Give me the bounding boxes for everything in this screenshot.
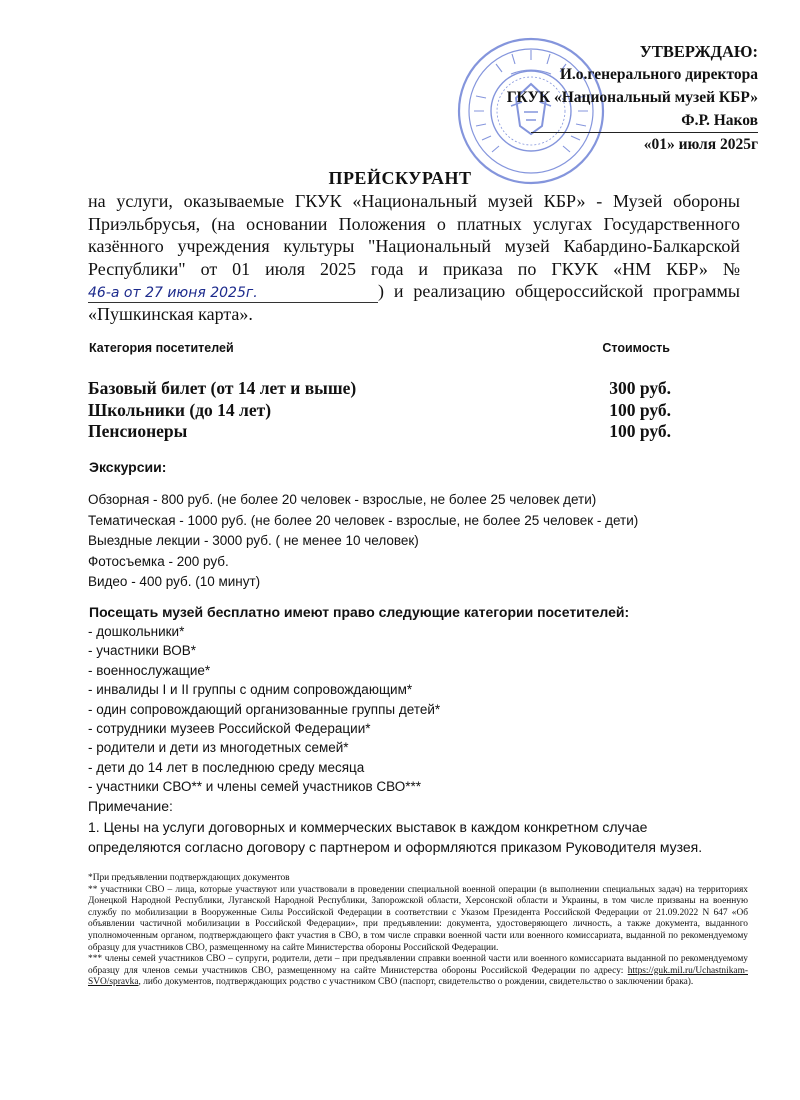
free-entry-list (88, 622, 440, 797)
footnote-1: *При предъявлении подтверждающих документов (88, 873, 290, 883)
price-row: Школьники (до 14 лет) 100 руб. (88, 399, 671, 420)
price-row: Базовый билет (от 14 лет и выше) 300 руб. (88, 378, 671, 398)
list-item: - участники ВОВ* (88, 643, 196, 659)
cost-column-header: Стоимость (602, 341, 670, 355)
list-item: - военнослужащие* (88, 662, 211, 678)
approval-date: «01» июля 2025г (643, 136, 758, 153)
price-list (88, 378, 671, 443)
free-entry-heading: Посещать музей бесплатно имеют право следующие категории посетителей: (89, 604, 630, 620)
list-item: - дошкольники* (88, 624, 185, 639)
list-item: Выездные лекции - 3000 руб. ( не менее 10 человек) (88, 533, 419, 548)
category-column-header: Категория посетителей (89, 341, 234, 355)
approval-position: И.о.генерального директора (559, 66, 758, 83)
note-text: 1. Цены на услуги договорных и коммерческих выставок в каждом конкретном случае определяются согласно договору с партнером и оформляются приказом Руководителя музея. (88, 819, 703, 855)
list-item: - сотрудники музеев Российской Федерации* (88, 721, 371, 737)
approval-title: УТВЕРЖДАЮ: (639, 42, 758, 61)
list-item: Фотосъемка - 200 руб. (88, 553, 229, 569)
price-row: Пенсионеры 100 руб. (88, 421, 671, 441)
list-item: - родители и дети из многодетных семей* (88, 740, 349, 756)
document-title: ПРЕЙСКУРАНТ (328, 168, 472, 188)
footnotes (88, 873, 748, 989)
list-item: - участники СВО** и члены семей участников СВО*** (88, 779, 421, 795)
excursions-list (88, 490, 638, 593)
excursions-heading: Экскурсии: (89, 459, 167, 475)
approval-signer: Ф.Р. Наков (531, 109, 758, 133)
spravka-link[interactable]: https://guk.mil.ru/Uchastnikam-SVO/spravka (88, 965, 748, 988)
footnote-2: ** участники СВО – лица, которые участвуют или участвовали в проведении специальной военной операции (в выполнении специальных задач) на территориях Донецкой Народной Республики, Луганской Народной Республики, Запорожской области, Херсонской области и Украины, в том числе призваны на военную службу по мобилизации в Вооруженные Силы Российской Федерации в соответствии с Указом Президента Российской Федерации от 21.09.2022 N 647 «Об объявлении частичной мобилизации в Российской Федерации», при предъявлении: документа, удостоверяющего личность, а также документа, выданного уполномоченным органом, подтверждающего факт участия в СВО, в том числе справки военной части или военного комиссариата, выданной по рекомендуемому образцу для участников СВО, размещенному на сайте Министерства обороны Российской Федерации. (88, 884, 748, 953)
list-item: Видео - 400 руб. (10 минут) (88, 574, 261, 589)
handwritten-order-number: 46-а от 27 июня 2025г. (88, 284, 378, 303)
approval-org: ГКУК «Национальный музей КБР» (506, 89, 758, 106)
intro-paragraph: на услуги, оказываемые ГКУК «Национальный музей КБР» - Музей обороны Приэльбрусья, (на основании Положения о платных услугах Государственного казённого учреждения культуры "Национальный музей Кабардино-Балкарской Республики" от 01 июля 2025 года и приказа по ГКУК «НМ КБР» №46-а от 27 июня 2025г. ) и реализацию общероссийской программы «Пушкинская карта». (88, 191, 740, 324)
list-item: - один сопровождающий организованные группы детей* (88, 701, 441, 717)
list-item: Тематическая - 1000 руб. (не более 20 человек - взрослые, не более 25 человек - дети) (88, 512, 639, 528)
list-item: Обзорная - 800 руб. (не более 20 человек - взрослые, не более 25 человек дети) (88, 492, 597, 507)
footnote-3: *** члены семей участников СВО – супруги, родители, дети – при предъявлении справки военной части или военного комиссариата выданной по рекомендуемому образцу для членов семьи участников СВО, размещенному на сайте Министерства обороны Российской Федерации по адресу: https://guk.mil.ru/Uchastnikam-SVO/spravka, либо документов, подтверждающих родство с участником СВО (паспорт, свидетельство о рождении, свидетельство о заключении брака). (88, 954, 748, 988)
list-item: - дети до 14 лет в последнюю среду месяца (88, 759, 365, 775)
approval-block (507, 40, 758, 156)
list-item: - инвалиды I и II группы с одним сопровождающим* (88, 682, 413, 698)
note-heading: Примечание: (88, 798, 173, 814)
